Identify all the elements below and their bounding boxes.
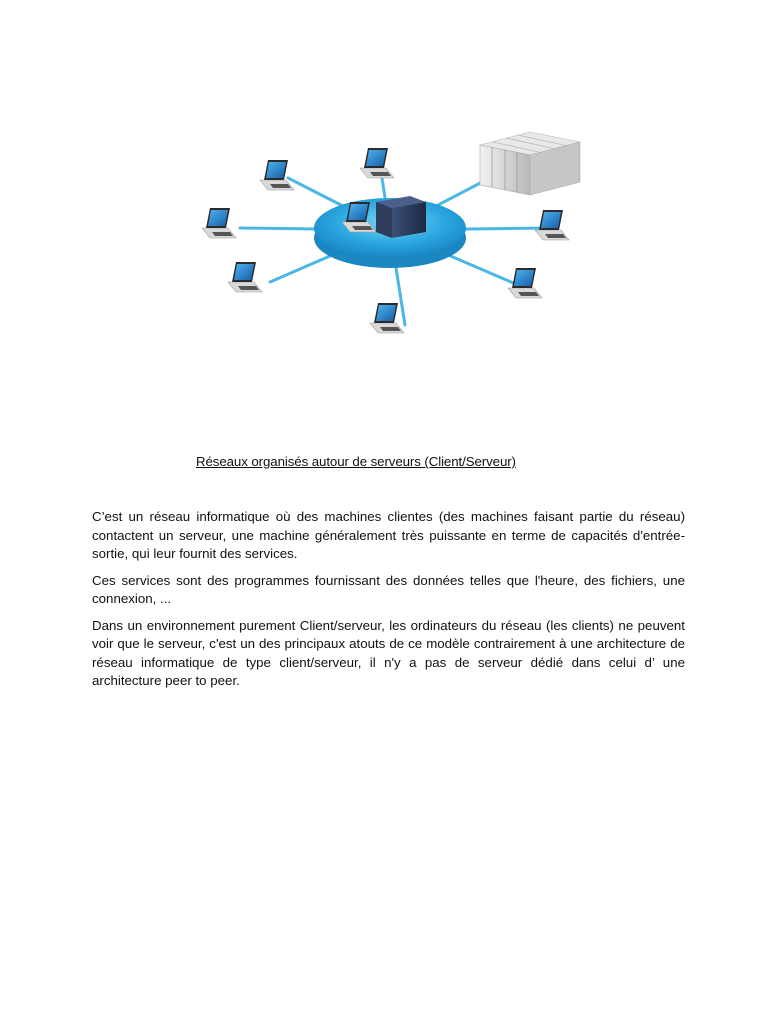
- paragraph: Ces services sont des programmes fournissant des données telles que l'heure, des fichiers, une connexion, ...: [92, 572, 685, 606]
- storage-rack-icon: [480, 132, 580, 195]
- laptop-icon: [360, 148, 394, 178]
- laptop-icon: [260, 160, 294, 190]
- client-server-network-illustration: [180, 110, 600, 370]
- laptop-icon: [508, 268, 542, 298]
- server-icon: [376, 196, 426, 238]
- paragraph: Dans un environnement purement Client/serveur, les ordinateurs du réseau (les clients) ne peuvent voir que le serveur, c'est un des principaux atouts de ce modèle contrairement à une architecture de réseau informatique de type client/serveur, il n'y a pas de serveur dédié dans celui d’ une architecture peer to peer.: [92, 617, 685, 688]
- laptop-icon: [228, 262, 262, 292]
- figure-caption: Réseaux organisés autour de serveurs (Client/Serveur): [196, 454, 516, 469]
- laptop-icon: [535, 210, 569, 240]
- laptop-icon: [370, 303, 404, 333]
- body-text: [92, 508, 685, 699]
- laptop-icon: [202, 208, 236, 238]
- paragraph: C’est un réseau informatique où des machines clientes (des machines faisant partie du réseau) contactent un serveur, une machine généralement très puissante en terme de capacités d'entrée-sortie, qui leur fournit des services.: [92, 509, 685, 561]
